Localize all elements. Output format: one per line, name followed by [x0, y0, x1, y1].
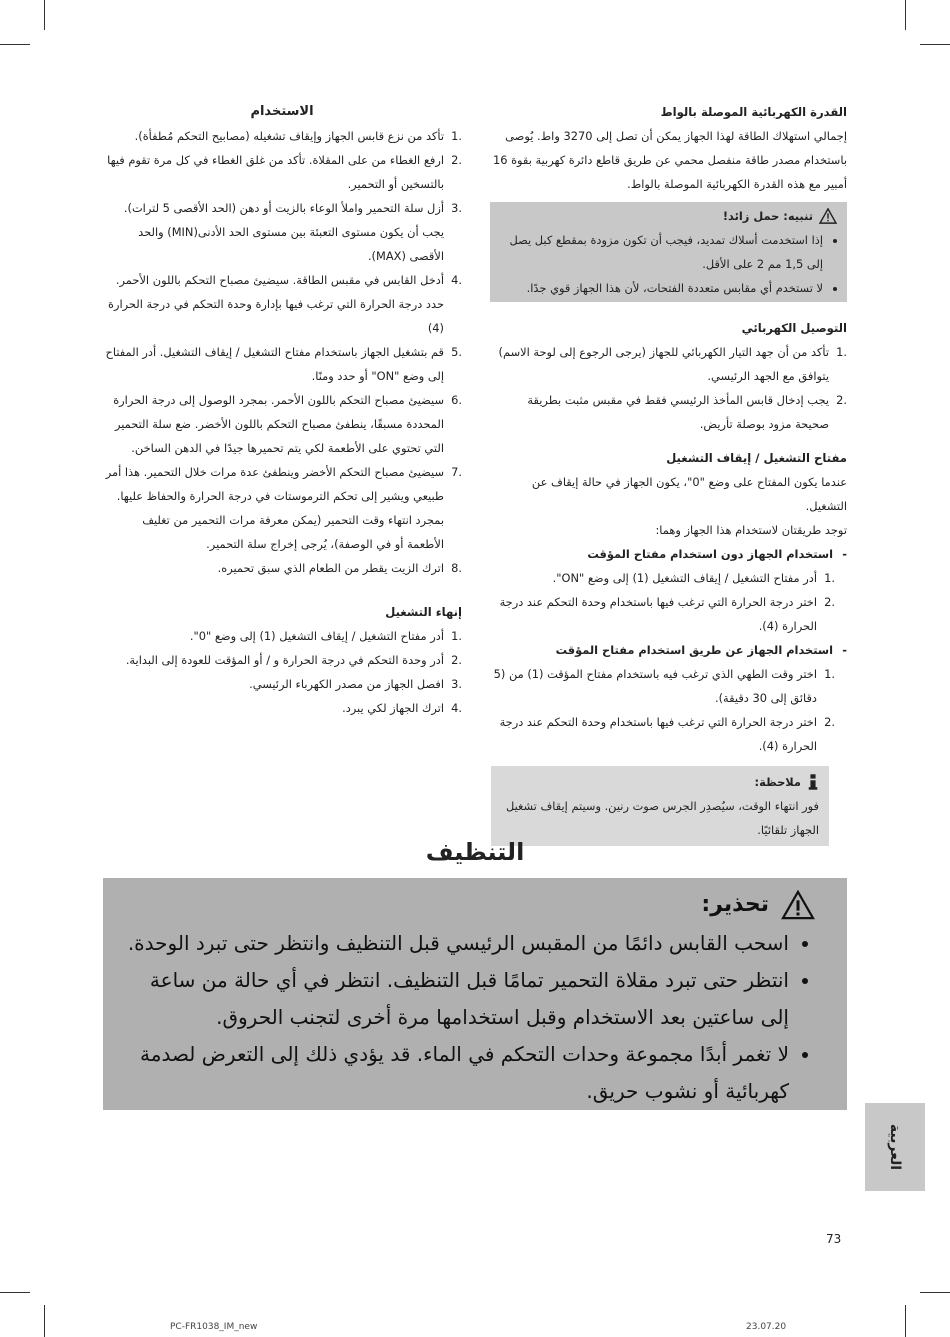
crop-mark [0, 44, 30, 45]
list-item: • إذا استخدمت أسلاك تمديد، فيجب أن تكون مزودة بمقطع كبل يصل إلى 1,5 مم 2 على الأقل. [498, 228, 823, 276]
list-item: • لا تستخدم أي مقابس متعددة الفتحات، لأن هذا الجهاز قوي جدًا. [498, 276, 823, 300]
note-box [491, 766, 829, 846]
language-tab-label: العربية [887, 1123, 903, 1171]
power-text: إجمالي استهلاك الطاقة لهذا الجهاز يمكن أن تصل إلى 3270 واط. يُوصى باستخدام مصدر طاقة منفصل محمي عن طريق قاطع دائرة كهربية بقوة 16 أمبير مع هذه القدرة الكهربائية الموصلة بالواط. [492, 129, 847, 191]
warning-triangle-icon [819, 208, 837, 224]
list-item: .3 أزل سلة التحمير واملأ الوعاء بالزيت أو دهن (الحد الأقصى 5 لترات). يجب أن يكون مستوى التعبئة بين مستوى الحد الأدنى(MIN) والحد الأقصى (MAX). [123, 201, 462, 263]
list-item: .6 سيضيئ مصباح التحكم باللون الأحمر. بمجرد الوصول إلى درجة الحرارة المحددة مسبقًا، ينطفئ مصباح التحكم باللون الأخضر. ضع سلة التحمير التي تحتوي على الأطعمة لكي يتم تحميرها جيدًا في الدهن الساخن. [113, 393, 462, 455]
info-icon [807, 774, 819, 790]
list-item: .2 ارفع الغطاء من على المقلاة. تأكد من غلق الغطاء في كل مرة تقوم فيها بالتسخين أو التحمير. [107, 153, 462, 191]
switch-text: عندما يكون المفتاح على وضع "0"، يكون الجهاز في حالة إيقاف عن التشغيل. [531, 475, 847, 513]
left-column [102, 100, 462, 720]
mode-title: - استخدام الجهاز دون استخدام مفتاح المؤقت [587, 547, 847, 561]
crop-mark [920, 44, 950, 45]
end-list [102, 624, 462, 720]
cleaning-title: التنظيف [425, 838, 525, 866]
note-title [501, 770, 819, 794]
usage-list [102, 124, 462, 580]
power-heading: القدرة الكهربائية الموصلة بالواط [660, 105, 847, 119]
end-heading: إنهاء التشغيل [385, 605, 462, 619]
crop-mark [920, 1292, 950, 1293]
list-item: .7 سيضيئ مصباح التحكم الأخضر وينطفئ عدة مرات خلال التحمير. هذا أمر طبيعي ويشير إلى تحكم الترموستات في درجة الحرارة والحفاظ عليها. بمجرد انتهاء وقت التحمير (يمكن معرفة مرات التحمير من تغليف الأطعمة أو في الوصفة)، يُرجى إخراج سلة التحمير. [105, 465, 462, 551]
crop-mark [44, 1305, 45, 1337]
list-item: .5 قم بتشغيل الجهاز باستخدام مفتاح التشغيل / إيقاف التشغيل. أدر المفتاح إلى وضع "ON" أو حدد ومنًا. [105, 345, 462, 383]
list-item: .2 أدر وحدة التحكم في درجة الحرارة و / أو المؤقت للعودة إلى البداية. [125, 653, 462, 667]
list-item: .2 اختر درجة الحرارة التي ترغب فيها باستخدام وحدة التحكم عند درجة الحرارة (4). [499, 595, 835, 633]
mode2-list [490, 662, 847, 758]
crop-mark [44, 0, 45, 30]
list-item: .8 اترك الزيت يقطر من الطعام الذي سبق تحميره. [217, 561, 462, 575]
list-item: .2 اختر درجة الحرارة التي ترغب فيها باستخدام وحدة التحكم عند درجة الحرارة (4). [499, 715, 835, 753]
crop-mark [905, 1305, 906, 1337]
list-item: .4 اترك الجهاز لكي يبرد. [342, 701, 462, 715]
right-column [490, 100, 847, 846]
crop-mark [905, 0, 906, 30]
switch-heading: مفتاح التشغيل / إيقاف التشغيل [666, 451, 847, 465]
page-number: 73 [826, 1232, 842, 1246]
switch-text: توجد طريقتان لاستخدام هذا الجهاز وهما: [655, 523, 847, 537]
list-item: .4 أدخل القابس في مقبس الطاقة. سيضيئ مصباح التحكم باللون الأحمر. حدد درجة الحرارة التي ترغب فيها بإدارة وحدة التحكم في درجة الحرارة (4) [107, 273, 462, 335]
list-item: .1 تأكد من أن جهد التيار الكهربائي للجهاز (يرجى الرجوع إلى لوحة الاسم) يتوافق مع الجهد الرئيسي. [498, 345, 847, 383]
warning-title [498, 204, 837, 228]
cleaning-warning-title [123, 886, 815, 923]
connection-heading: التوصيل الكهربائي [741, 321, 847, 335]
cleaning-warning-list [123, 925, 815, 1110]
list-item: .1 أدر مفتاح التشغيل / إيقاف التشغيل (1) إلى وضع "ON". [552, 571, 835, 585]
list-item: • اسحب القابس دائمًا من المقبس الرئيسي قبل التنظيف وانتظر حتى تبرد الوحدة. [123, 925, 789, 962]
list-item: .1 تأكد من نزع قابس الجهاز وإيقاف تشغيله (مصابيح التحكم مُطفأة). [134, 129, 462, 143]
cleaning-warning-box [103, 878, 847, 1110]
crop-mark [0, 1292, 30, 1293]
warning-title-text: تنبيه: حمل زائد! [722, 209, 813, 223]
warning-list [498, 228, 837, 300]
language-tab [865, 1103, 925, 1191]
note-text: فور انتهاء الوقت، سيُصدِر الجرس صوت رنين. وسيتم إيقاف تشغيل الجهاز تلقائيًا. [505, 799, 819, 837]
list-item: .3 افصل الجهاز من مصدر الكهرباء الرئيسي. [249, 677, 462, 691]
warning-triangle-icon [781, 890, 815, 920]
list-item: • لا تغمر أبدًا مجموعة وحدات التحكم في الماء. قد يؤدي ذلك إلى التعرض لصدمة كهربائية أو نشوب حريق. [123, 1036, 789, 1110]
mode-title: - استخدام الجهاز عن طريق استخدام مفتاح المؤقت [555, 643, 847, 657]
mode1-list [490, 566, 847, 638]
footer-date: 23.07.20 [746, 1322, 787, 1332]
note-title-text: ملاحظة: [754, 775, 801, 789]
connection-list [490, 340, 847, 436]
list-item: .1 أدر مفتاح التشغيل / إيقاف التشغيل (1) إلى وضع "0". [189, 629, 462, 643]
overload-warning-box [490, 202, 847, 302]
footer-file-name: PC-FR1038_IM_new [170, 1322, 258, 1332]
usage-heading: الاستخدام [250, 104, 314, 119]
list-item: .1 اختر وقت الطهي الذي ترغب فيه باستخدام مفتاح المؤقت (1) من (5 دقائق إلى 30 دقيقة). [493, 667, 835, 705]
cleaning-warning-title-text: تحذير: [701, 892, 769, 917]
list-item: • انتظر حتى تبرد مقلاة التحمير تمامًا قبل التنظيف. انتظر في أي حالة من ساعة إلى ساعتين بعد الاستخدام وقبل استخدامها مرة أخرى لتجنب الحروق. [123, 962, 789, 1036]
list-item: .2 يجب إدخال قابس المأخذ الرئيسي فقط في مقبس مثبت بطريقة صحيحة مزود بوصلة تأريض. [527, 393, 847, 431]
